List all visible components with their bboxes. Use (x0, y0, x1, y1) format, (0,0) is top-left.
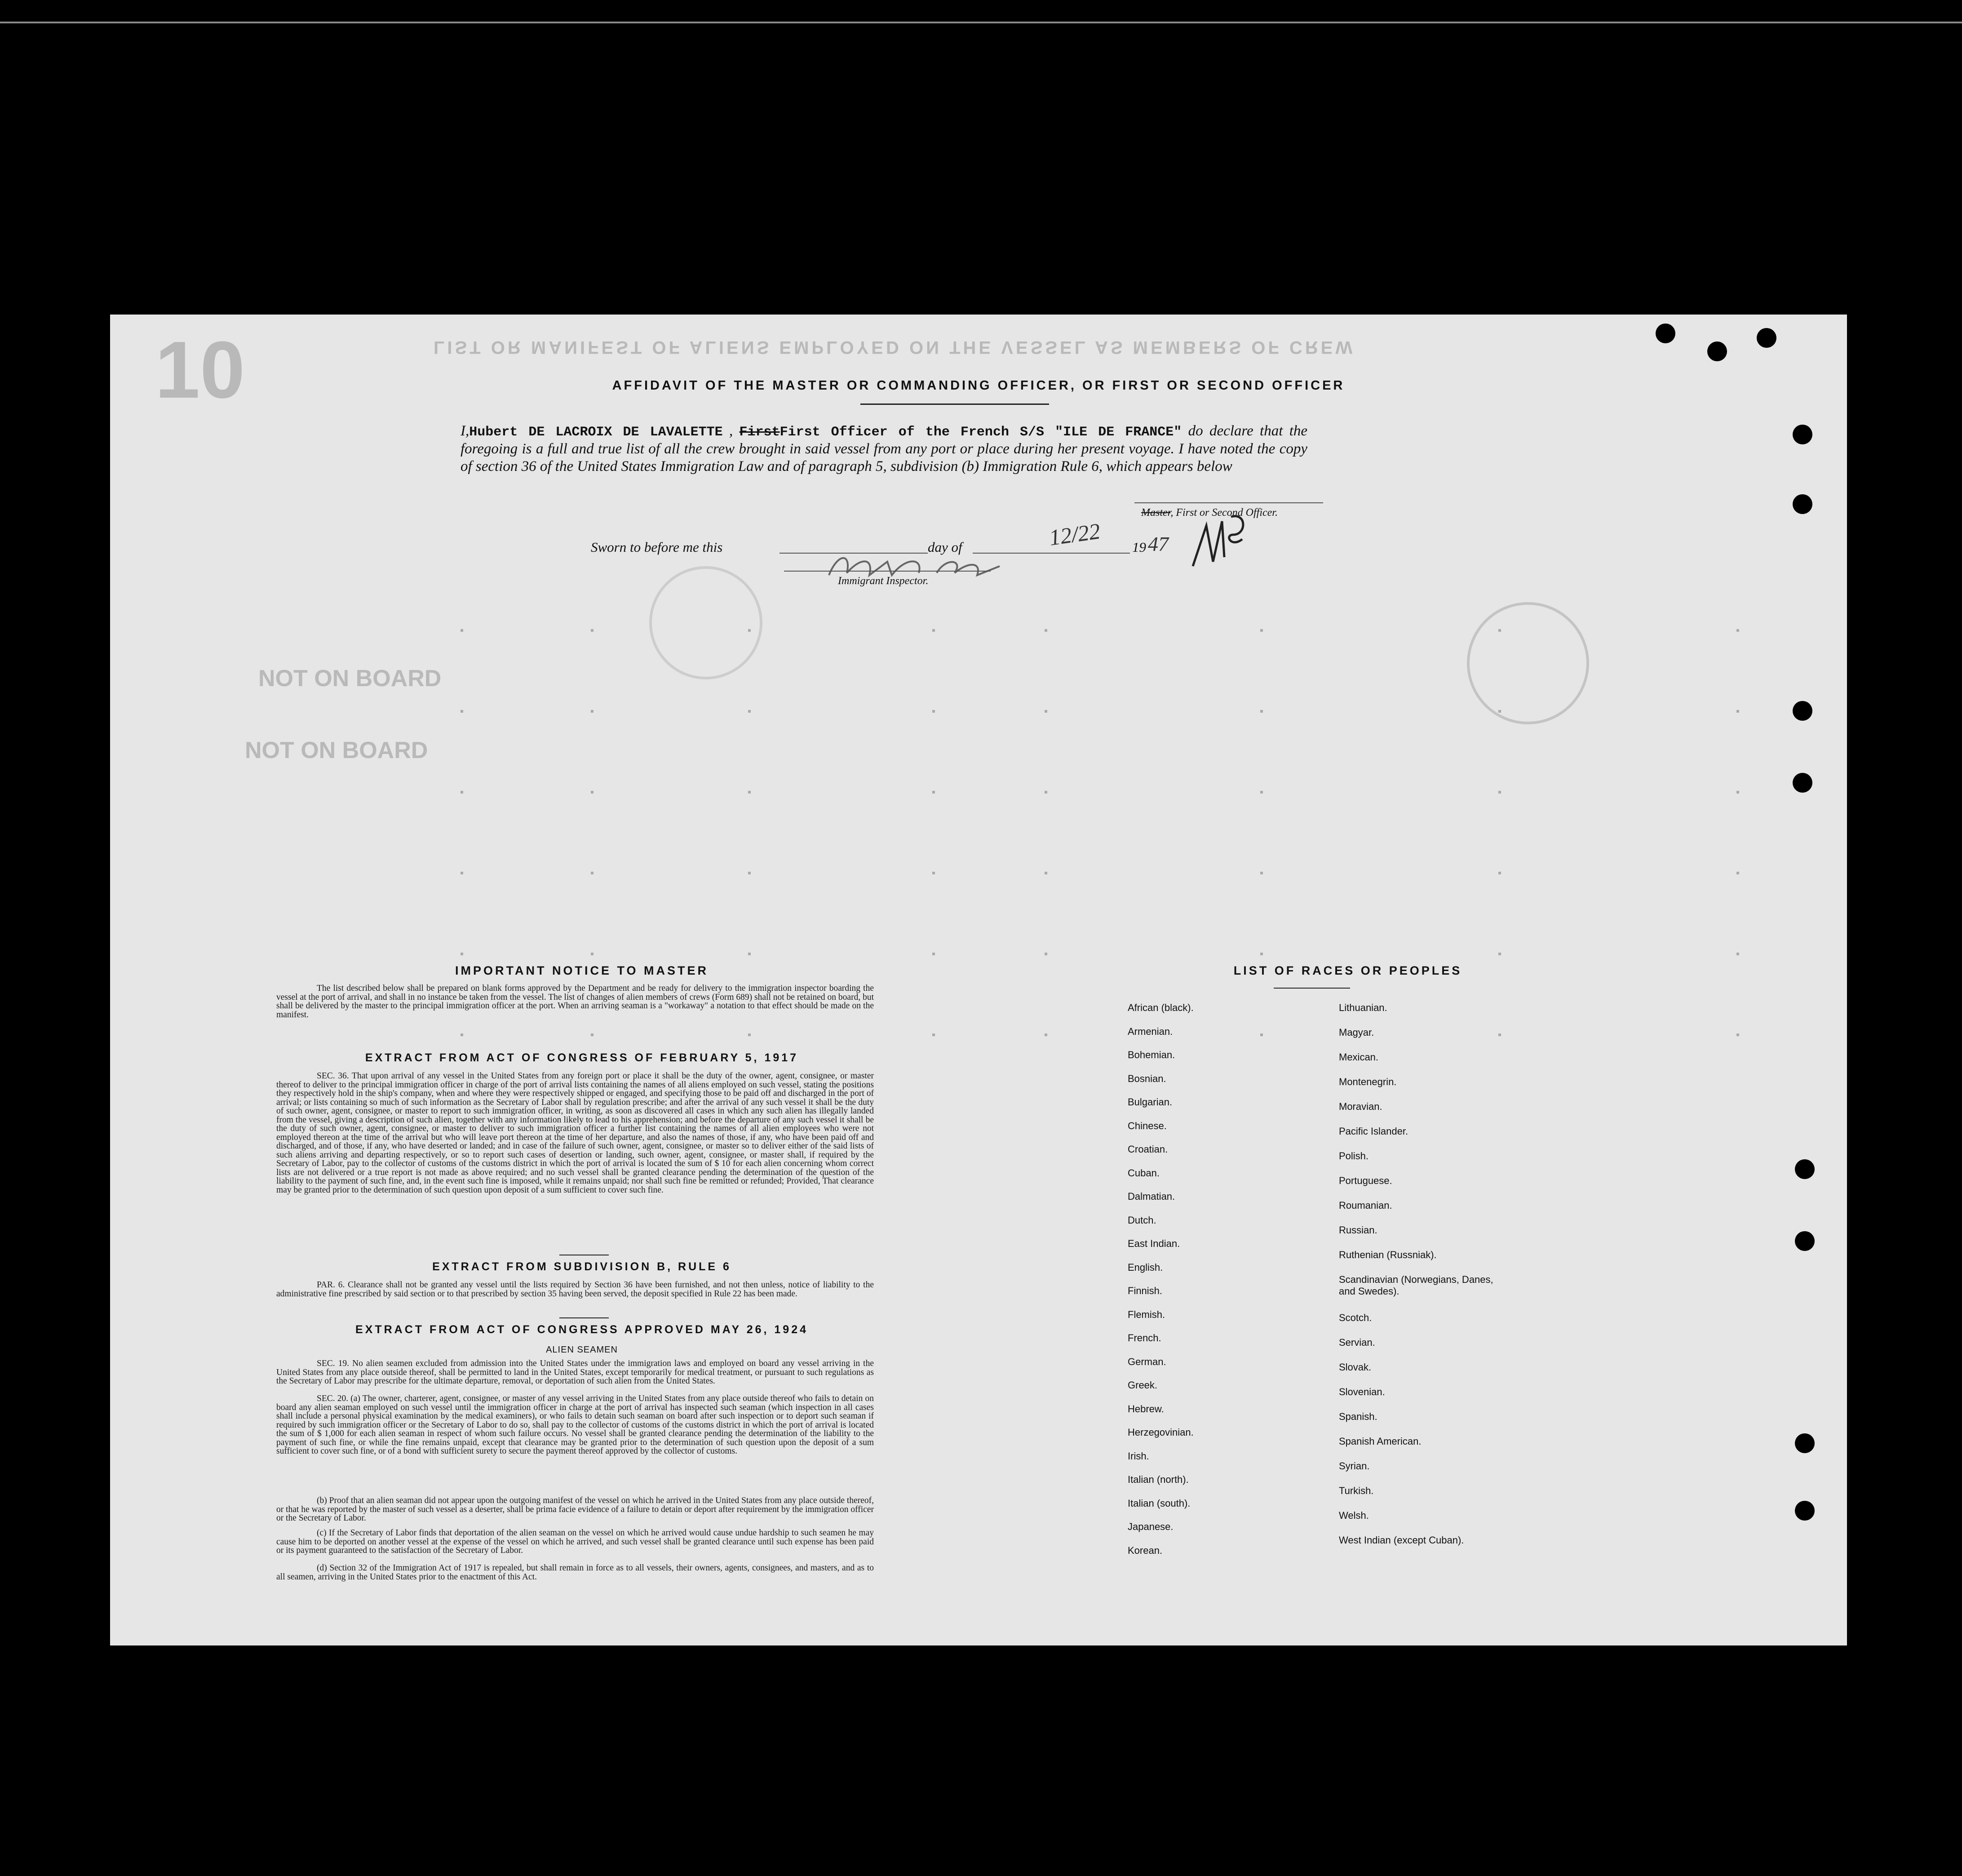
bleed-through-stamp: NOT ON BOARD (258, 665, 442, 692)
race-item: Italian (north). (1128, 1474, 1189, 1485)
race-item: Welsh. (1339, 1510, 1369, 1521)
affidavit-body: that the foregoing is a full and true list of all the crew brought in said vessel from any port or place during her present voyage. I have noted the copy of section 36 of the United States Immigration Law and of paragraph 5, subdivision (b) Immigration Rule 6, which appears below (461, 423, 1308, 475)
year-prefix: 19 (1132, 539, 1146, 555)
punch-hole (1795, 1159, 1815, 1179)
extract-rule6-title: EXTRACT FROM SUBDIVISION B, RULE 6 (432, 1260, 731, 1273)
punch-hole (1707, 341, 1727, 361)
race-item: Ruthenian (Russniak). (1339, 1249, 1437, 1260)
pronoun: I, (461, 423, 469, 439)
bleed-through-seal (649, 566, 762, 679)
extract-1924-sec19: SEC. 19. No alien seamen excluded from admission into the United States under the immigration laws and employed on board any vessel arriving in the United States from any place outside thereof, shall be permitted to land in the United States, except temporarily for medical treatment, or pursuant to such regulations as the Secretary of Labor may prescribe for the ultimate departure, removal, or deportation of such alien from the United States. (276, 1359, 874, 1386)
inspector-caption: Immigrant Inspector. (838, 575, 929, 587)
race-item: Syrian. (1339, 1460, 1370, 1472)
race-item: Irish. (1128, 1450, 1149, 1462)
handwritten-year: 47 (1148, 532, 1169, 555)
signature-line (1134, 502, 1323, 503)
race-item: Cuban. (1128, 1167, 1160, 1179)
race-item: Roumanian. (1339, 1200, 1392, 1211)
affidavit-title-rule (860, 404, 1049, 405)
race-item: Bulgarian. (1128, 1096, 1173, 1108)
race-item: Flemish. (1128, 1309, 1165, 1320)
extract-1924-sec20a: SEC. 20. (a) The owner, charterer, agent, consignee, or master of any vessel arriving in the United States from any place outside thereof who fails to detain on board any alien seaman employed on such vessel until the immigration officer in charge at the port of arrival has inspected such seaman (which inspection in all cases shall include a personal physical examination by the medical examiners), or who fails to detain such seaman on board after such inspection or to deport such seaman if required by such immigration officer or the Secretary of Labor to do so, shall pay to the collector of customs of the customs district in which the port of arrival is located the sum of $ 1,000 for each alien seaman in respect of whom such failure occurs. No vessel shall be granted clearance pending the determination of the liability to the payment of such fine, or while the fine remains unpaid, except that clearance may be granted prior to the determination of such question upon the deposit of a sum sufficient to cover such fine, or of a bond with sufficient surety to secure the payment thereof approved by the collector of customs. (276, 1394, 874, 1456)
races-title-rule (1274, 988, 1350, 989)
race-item: Servian. (1339, 1337, 1375, 1348)
punch-hole (1757, 328, 1776, 348)
race-item: Slovak. (1339, 1362, 1372, 1373)
race-item: Croatian. (1128, 1144, 1168, 1155)
alien-seamen-heading: ALIEN SEAMEN (546, 1345, 618, 1355)
race-item: Scotch. (1339, 1312, 1372, 1323)
race-item: Montenegrin. (1339, 1076, 1397, 1087)
race-item: Chinese. (1128, 1120, 1167, 1131)
punch-hole (1793, 425, 1812, 444)
punch-hole (1793, 494, 1812, 514)
race-item: Hebrew. (1128, 1403, 1164, 1415)
race-item: Spanish American. (1339, 1436, 1422, 1447)
extract-rule6-text: PAR. 6. Clearance shall not be granted any vessel until the lists required by Section 36 have been furnished, and not then unless, notice of liability to the administrative fine prescribed by said section or to that prescribed by section 35 having been served, the deposit specified in Rule 22 has been made. (276, 1280, 874, 1299)
race-item: Moravian. (1339, 1101, 1382, 1112)
struck-title: First (739, 425, 780, 440)
film-top-line (0, 22, 1962, 23)
extract-1924-title: EXTRACT FROM ACT OF CONGRESS APPROVED MAY 26, 1924 (355, 1323, 809, 1336)
race-item: Finnish. (1128, 1285, 1163, 1296)
race-item: African (black). (1128, 1002, 1194, 1013)
race-item: West Indian (except Cuban). (1339, 1535, 1464, 1546)
affidavit-statement: I,Hubert DE LACROIX DE LAVALETTE , FirstFirst Officer of the French S/S "ILE DE FRANCE" do declare that the foregoing is a full and true list of all the crew brought in said vessel from any port or place during her present voyage. I have noted the copy of section 36 of the United States Immigration Law and of paragraph 5, subdivision (b) Immigration Rule 6, which appears below (461, 423, 1308, 475)
race-item: Korean. (1128, 1545, 1163, 1556)
race-item: East Indian. (1128, 1238, 1180, 1249)
officer-signature (1188, 508, 1251, 571)
race-item: Portuguese. (1339, 1175, 1392, 1186)
sworn-statement: Sworn to before me this (591, 539, 723, 555)
affidavit-title: AFFIDAVIT OF THE MASTER OR COMMANDING OFFICER, OR FIRST OR SECOND OFFICER (612, 378, 1345, 393)
race-item: Armenian. (1128, 1026, 1173, 1037)
race-item: Dutch. (1128, 1215, 1156, 1226)
race-item: Dalmatian. (1128, 1191, 1175, 1202)
officer-name: Hubert DE LACROIX DE LAVALETTE (469, 425, 723, 440)
punch-hole (1656, 324, 1675, 343)
race-item: Magyar. (1339, 1027, 1374, 1038)
punch-hole (1795, 1231, 1815, 1251)
punch-hole (1793, 701, 1812, 721)
punch-hole (1795, 1433, 1815, 1453)
punch-hole (1793, 773, 1812, 793)
sworn-day-of: day of (928, 539, 962, 555)
race-item: Russian. (1339, 1224, 1377, 1236)
inspector-line (784, 571, 991, 572)
signature-caption: Master, First or Second Officer. (1141, 507, 1278, 519)
punch-hole (1795, 1501, 1815, 1521)
race-item: Japanese. (1128, 1521, 1174, 1532)
race-item: English. (1128, 1262, 1163, 1273)
extract-1917-text: SEC. 36. That upon arrival of any vessel in the United States from any foreign port or place it shall be the duty of the owner, agent, consignee, or master thereof to deliver to the principal immigration officer in charge of the port of arrival lists containing the names of all aliens employed on such vessel, stating the positions they respectively hold in the ship's company, when and where they were respectively shipped or engaged, and specifying those to be paid off and discharged in the port of arrival; or lists containing so much of such information as the Secretary of Labor shall by regulation prescribe; and after the arrival of any such vessel it shall be the duty of such owner, agent, consignee, or master to report to such immigration officer, in writing, as soon as discovered all cases in which any such alien has illegally landed from the vessel, giving a description of such alien, together with any information likely to lead to his apprehension; and before the departure of any such vessel it shall be the duty of such owner, agent, consignee, or master to deliver to such immigration officer a further list containing the names of all alien employees who were not employed thereon at the time of the arrival but who will leave port thereon at the time of her departure, and also the names of those, if any, who have been paid off and discharged, and of those, if any, who have deserted or landed; and in case of the failure of such owner, agent, consignee, or master so to deliver either of the said lists of such aliens arriving and departing respectively, or so to report such cases of desertion or landing, such owner, agent, consignee, or master shall, if required by the Secretary of Labor, pay to the collector of customs of the customs district in which the port of arrival is located the sum of $ 10 for each alien concerning whom correct lists are not delivered or a true report is not made as above required; and no such vessel shall be granted clearance pending the determination of the question of the liability to the payment of such fine, and, in the event such fine is imposed, while it remains unpaid; nor shall such fine be remitted or refunded; Provided, That clearance may be granted prior to the determination of such question upon deposit of a sum sufficient to cover such fine. (276, 1071, 874, 1195)
race-item: French. (1128, 1332, 1161, 1344)
race-item: Polish. (1339, 1150, 1369, 1162)
document-page (110, 315, 1847, 1645)
handwritten-date: 12/22 (1047, 518, 1102, 550)
race-item: Greek. (1128, 1379, 1158, 1391)
extract-1924-sec20c: (c) If the Secretary of Labor finds that deportation of the alien seaman on the vessel on which he arrived would cause undue hardship to such seamen he may cause him to be deported on another vessel at the expense of the vessel on which he arrived, and such vessel shall be granted clearance until such expense has been paid or its payment guaranteed to the satisfaction of the Secretary of Labor. (276, 1528, 874, 1555)
bleed-through-stamp: NOT ON BOARD (245, 737, 428, 763)
races-title: LIST OF RACES OR PEOPLES (1233, 964, 1462, 977)
race-item: Bohemian. (1128, 1049, 1175, 1060)
race-item: Turkish. (1339, 1485, 1374, 1496)
notice-title: IMPORTANT NOTICE TO MASTER (455, 964, 709, 977)
extract-1917-title: EXTRACT FROM ACT OF CONGRESS OF FEBRUARY 5, 1917 (365, 1051, 799, 1064)
bleed-through-header: LIST OR MANIFEST OF ALIENS EMPLOYED ON THE VESSEL AS MEMBERS OF CREW (434, 337, 1355, 357)
do-declare: do declare (1188, 423, 1253, 439)
bleed-through-seal (1467, 602, 1589, 724)
bleed-through-number: 10 (155, 325, 245, 415)
race-item: Herzegovinian. (1128, 1427, 1194, 1438)
race-item: Spanish. (1339, 1411, 1377, 1422)
officer-title: First Officer of the French S/S "ILE DE FRANCE" (779, 425, 1182, 440)
race-item: Italian (south). (1128, 1498, 1191, 1509)
section-divider (559, 1317, 609, 1318)
race-item: Bosnian. (1128, 1073, 1166, 1084)
notice-text: The list described below shall be prepared on blank forms approved by the Department and be ready for delivery to the immigration inspector boarding the vessel at the port of arrival, and shall in no instance be taken from the vessel. The list of changes of alien members of crews (Form 689) shall not be retained on board, but shall be delivered by the master to the principal immigration officer at the port. When an arriving seaman is a "workaway" a notation to that effect should be made on the manifest. (276, 984, 874, 1020)
race-item: Lithuanian. (1339, 1002, 1387, 1013)
race-item: Slovenian. (1339, 1386, 1385, 1397)
extract-1924-sec20b: (b) Proof that an alien seaman did not appear upon the outgoing manifest of the vessel on which he arrived in the United States from any place outside thereof, or that he was reported by the master of such vessel as a deserter, shall be prima facie evidence of a failure to detain or deport after requirement by the immigration officer or the Secretary of Labor. (276, 1496, 874, 1523)
race-item: German. (1128, 1356, 1166, 1367)
race-item: Mexican. (1339, 1051, 1379, 1063)
extract-1924-sec20d: (d) Section 32 of the Immigration Act of 1917 is repealed, but shall remain in force as to all vessels, their owners, agents, consignees, and masters, and as to all seamen, arriving in the United States prior to the enactment of this Act. (276, 1563, 874, 1582)
race-item: Scandinavian (Norwegians, Danes, and Swedes). (1339, 1274, 1493, 1297)
race-item: Pacific Islander. (1339, 1126, 1408, 1137)
